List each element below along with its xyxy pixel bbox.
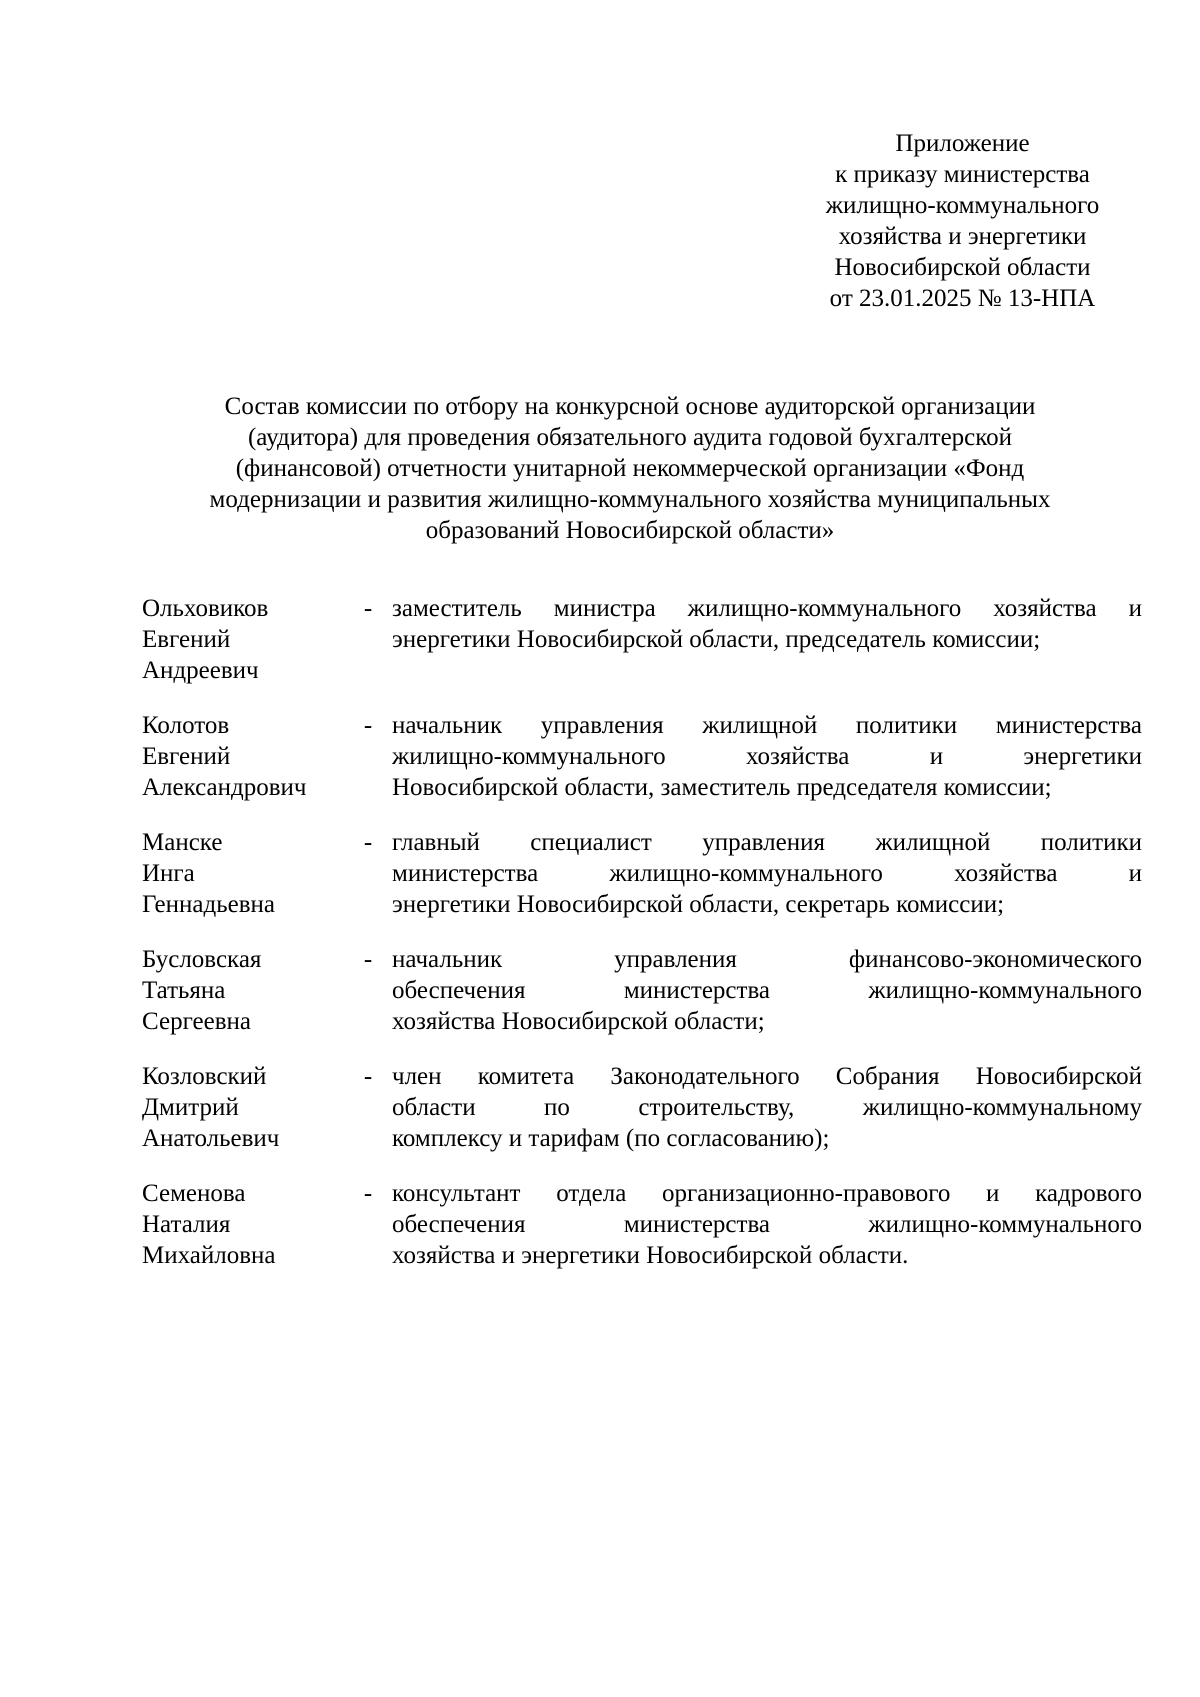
member-full-name bbox=[142, 1061, 362, 1154]
commission-members-list bbox=[142, 593, 1142, 1295]
role-line: комплексу и тарифам (по согласованию); bbox=[392, 1125, 830, 1152]
member-surname: Бусловская bbox=[142, 946, 262, 973]
role-line: начальник управления финансово-экономического bbox=[392, 946, 1142, 973]
member-patronymic: Сергеевна bbox=[142, 1008, 251, 1035]
role-line: Новосибирской области, заместитель председателя комиссии; bbox=[392, 774, 1052, 801]
attachment-line: к приказу министерства bbox=[835, 161, 1090, 188]
role-line: хозяйства Новосибирской области; bbox=[392, 1008, 765, 1035]
member-full-name bbox=[142, 1178, 362, 1271]
role-line: жилищно-коммунального хозяйства и энергетики bbox=[392, 743, 1142, 770]
member-first-name: Татьяна bbox=[142, 977, 226, 1004]
member-patronymic: Михайловна bbox=[142, 1242, 276, 1269]
member-full-name bbox=[142, 944, 362, 1037]
member-dash: - bbox=[363, 946, 373, 973]
member-role bbox=[392, 944, 1142, 1037]
role-line: главный специалист управления жилищной политики bbox=[392, 829, 1142, 856]
title-line: модернизации и развития жилищно-коммунального хозяйства муниципальных bbox=[209, 486, 1051, 513]
member-surname: Ольховиков bbox=[142, 595, 269, 622]
member-patronymic: Александрович bbox=[142, 774, 307, 801]
member-full-name bbox=[142, 593, 362, 686]
role-line: обеспечения министерства жилищно-коммунального bbox=[392, 977, 1142, 1004]
attachment-line: от 23.01.2025 № 13-НПА bbox=[829, 285, 1096, 312]
member-surname: Семенова bbox=[142, 1180, 246, 1207]
member-first-name: Инга bbox=[142, 860, 195, 887]
attachment-header bbox=[780, 128, 1145, 314]
member-first-name: Наталия bbox=[142, 1211, 231, 1238]
member-first-name: Евгений bbox=[142, 743, 231, 770]
role-line: член комитета Законодательного Собрания Новосибирской bbox=[392, 1063, 1142, 1090]
member-first-name: Евгений bbox=[142, 626, 231, 653]
member-entry bbox=[142, 710, 1142, 806]
member-role bbox=[392, 1178, 1142, 1271]
role-line: энергетики Новосибирской области, секретарь комиссии; bbox=[392, 891, 1005, 918]
role-line: энергетики Новосибирской области, председатель комиссии; bbox=[392, 626, 1041, 653]
title-line: (аудитора) для проведения обязательного аудита годовой бухгалтерской bbox=[247, 424, 1013, 451]
member-surname: Манске bbox=[142, 829, 223, 856]
member-role bbox=[392, 593, 1142, 655]
member-full-name bbox=[142, 827, 362, 920]
role-line: заместитель министра жилищно-коммунального хозяйства и bbox=[392, 595, 1142, 622]
member-role bbox=[392, 710, 1142, 803]
member-entry bbox=[142, 1061, 1142, 1157]
member-surname: Колотов bbox=[142, 712, 230, 739]
role-line: консультант отдела организационно-правового и кадрового bbox=[392, 1180, 1142, 1207]
document-title bbox=[140, 391, 1120, 546]
member-dash: - bbox=[363, 1180, 373, 1207]
attachment-line: жилищно-коммунального bbox=[825, 192, 1100, 219]
title-line: образований Новосибирской области» bbox=[425, 517, 835, 544]
member-first-name: Дмитрий bbox=[142, 1094, 239, 1121]
member-full-name bbox=[142, 710, 362, 803]
member-patronymic: Андреевич bbox=[142, 657, 259, 684]
role-line: области по строительству, жилищно-коммунальному bbox=[392, 1094, 1142, 1121]
member-entry bbox=[142, 944, 1142, 1040]
member-dash: - bbox=[363, 595, 373, 622]
member-dash: - bbox=[363, 712, 373, 739]
member-dash: - bbox=[363, 1063, 373, 1090]
member-entry bbox=[142, 1178, 1142, 1274]
member-role bbox=[392, 1061, 1142, 1154]
role-line: обеспечения министерства жилищно-коммунального bbox=[392, 1211, 1142, 1238]
member-patronymic: Анатольевич bbox=[142, 1125, 280, 1152]
role-line: начальник управления жилищной политики министерства bbox=[392, 712, 1142, 739]
attachment-line: Новосибирской области bbox=[834, 254, 1091, 281]
member-entry bbox=[142, 593, 1142, 689]
title-line: Состав комиссии по отбору на конкурсной основе аудиторской организации bbox=[224, 393, 1036, 420]
member-entry bbox=[142, 827, 1142, 923]
member-dash: - bbox=[363, 829, 373, 856]
attachment-line: хозяйства и энергетики bbox=[838, 223, 1087, 250]
role-line: министерства жилищно-коммунального хозяйства и bbox=[392, 860, 1142, 887]
title-line: (финансовой) отчетности унитарной некоммерческой организации «Фонд bbox=[235, 455, 1025, 482]
role-line: хозяйства и энергетики Новосибирской области. bbox=[392, 1242, 909, 1269]
member-surname: Козловский bbox=[142, 1063, 267, 1090]
attachment-line: Приложение bbox=[895, 130, 1030, 157]
member-role bbox=[392, 827, 1142, 920]
member-patronymic: Геннадьевна bbox=[142, 891, 275, 918]
